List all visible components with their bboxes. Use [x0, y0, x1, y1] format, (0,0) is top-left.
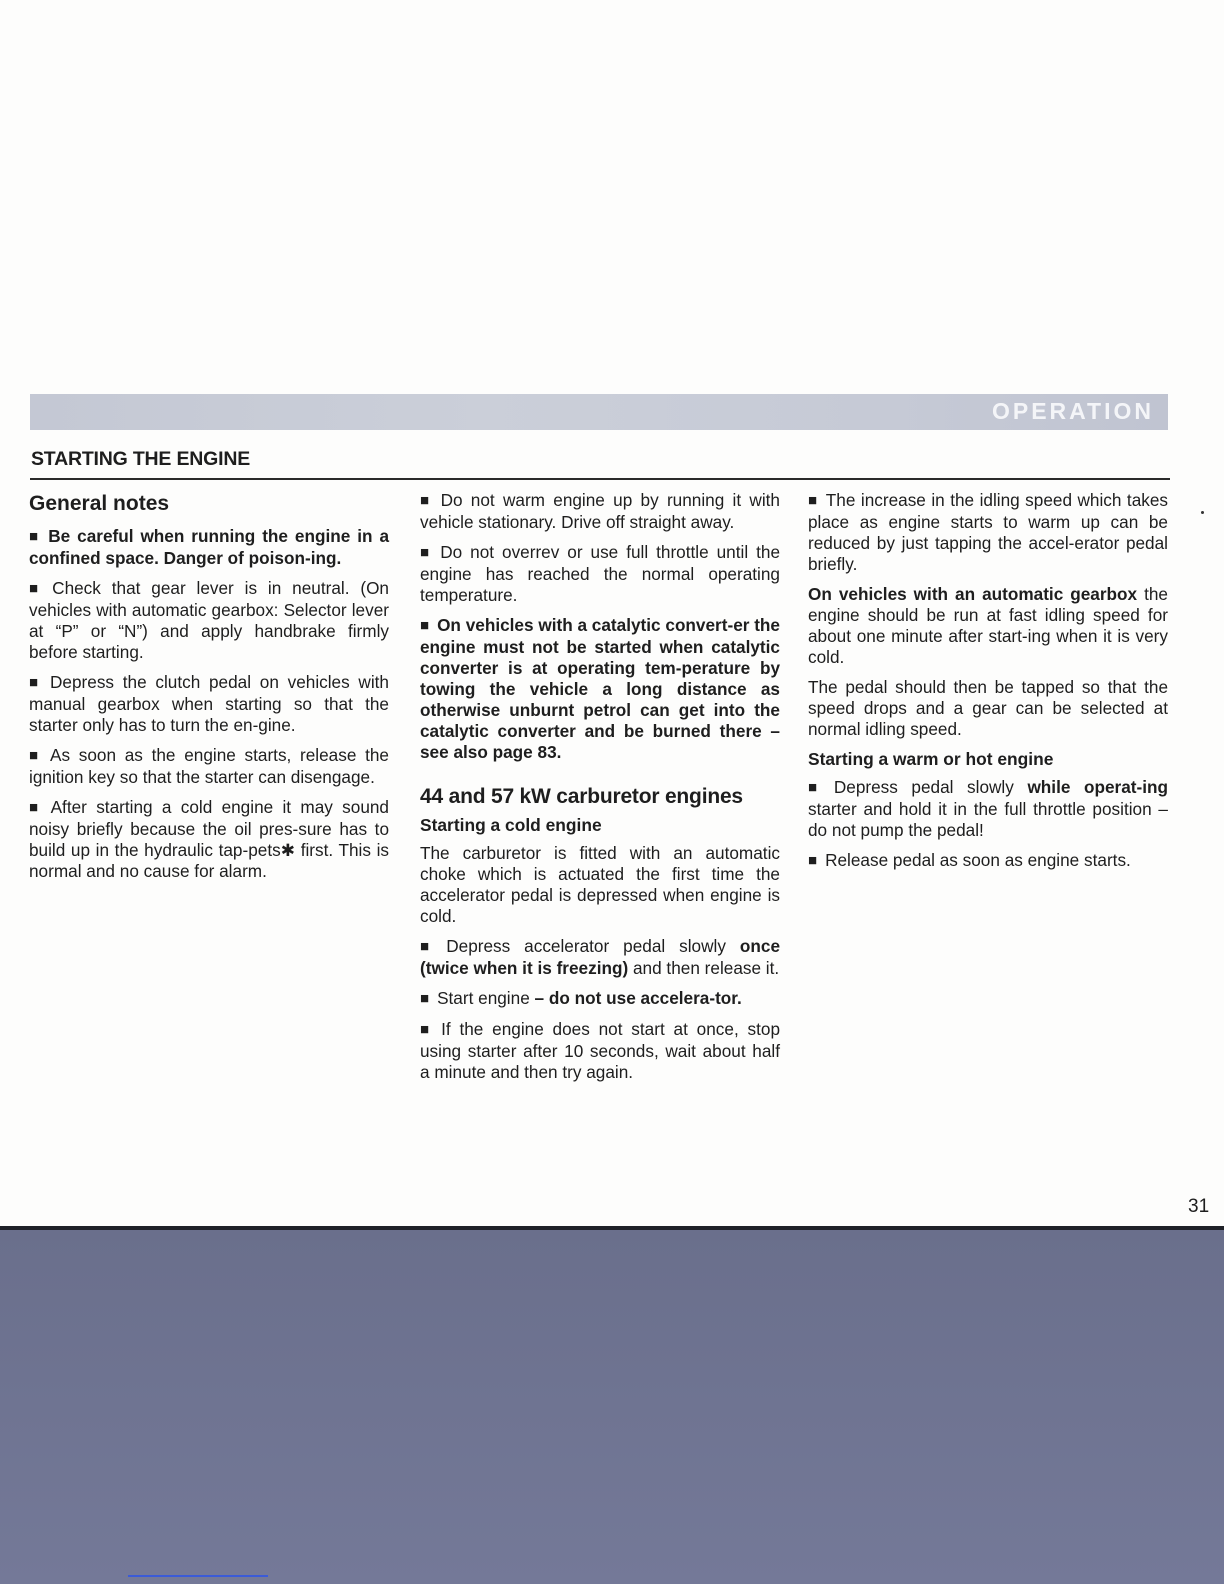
paragraph: On vehicles with an automatic gearbox the engine should be run at fast idling speed for about one minute after start-ing when it is very cold. [808, 584, 1168, 667]
title-rule [30, 478, 1170, 480]
square-bullet-icon: ■ [808, 492, 818, 509]
paragraph: The carburetor is fitted with an automatic choke which is actuated the first time the accelerator pedal is depressed when engine is cold. [420, 843, 780, 926]
square-bullet-icon: ■ [420, 492, 433, 509]
square-bullet-icon: ■ [808, 779, 826, 796]
subheading-warm-engine: Starting a warm or hot engine [808, 749, 1054, 769]
paragraph: The pedal should then be tapped so that the speed drops and a gear can be selected at normal idling speed. [808, 677, 1168, 739]
square-bullet-icon: ■ [420, 938, 439, 955]
paragraph: ■ If the engine does not start at once, stop using starter after 10 seconds, wait about half a minute and then try again. [420, 1019, 781, 1082]
column-1 [29, 490, 389, 891]
square-bullet-icon: ■ [29, 799, 43, 816]
square-bullet-icon: ■ [420, 1021, 434, 1038]
heading-general-notes: General notes [29, 492, 170, 515]
paragraph: ■ As soon as the engine starts, release the ignition key so that the starter can disengage. [29, 745, 389, 787]
underline-mark [128, 1575, 268, 1577]
page-number: 31 [1188, 1196, 1210, 1217]
paragraph: ■ Depress accelerator pedal slowly once (twice when it is freezing) and then release it. [420, 936, 781, 978]
column-3 [808, 490, 1168, 881]
paragraph: ■ After starting a cold engine it may sound noisy briefly because the oil pres-sure has to build up in the hydraulic tap-pets✱ first. This is normal and no cause for alarm. [29, 797, 389, 881]
background-surface [0, 1230, 1224, 1584]
section-title: STARTING THE ENGINE [31, 448, 251, 470]
square-bullet-icon: ■ [29, 674, 43, 691]
section-band [30, 394, 1168, 430]
square-bullet-icon: ■ [29, 747, 42, 764]
warning-paragraph: ■ Be careful when running the engine in a confined space. Danger of poison-ing. [29, 526, 390, 568]
paragraph: ■ Check that gear lever is in neutral. (On vehicles with automatic gearbox: Selector lever at “P” or “N”) and apply handbrake firmly before starting. [29, 578, 389, 662]
band-label: OPERATION [991, 398, 1154, 424]
square-bullet-icon: ■ [808, 852, 818, 869]
paragraph: ■ Depress the clutch pedal on vehicles with manual gearbox when starting so that the starter only has to turn the en-gine. [29, 672, 389, 735]
square-bullet-icon: ■ [420, 990, 430, 1007]
square-bullet-icon: ■ [29, 580, 45, 597]
catalytic-warning-paragraph: ■ On vehicles with a catalytic convert-er the engine must not be started when catalytic converter is at operating tem-perature by towing the vehicle a long distance as otherwise unburnt petrol can get into the catalytic converter and be burned there – see also page 83. [420, 615, 780, 762]
square-bullet-icon: ■ [420, 544, 433, 561]
column-2 [420, 490, 780, 1092]
subheading-cold-engine: Starting a cold engine [420, 815, 602, 835]
paragraph: ■ Start engine – do not use accelera-tor. [420, 988, 742, 1008]
paragraph: ■ Do not overrev or use full throttle until the engine has reached the normal operating temperature. [420, 542, 781, 605]
heading-carburetor-engines: 44 and 57 kW carburetor engines [420, 785, 743, 808]
square-bullet-icon: ■ [420, 617, 430, 634]
paragraph: ■ The increase in the idling speed which takes place as engine starts to warm up can be reduced by just tapping the accel-erator pedal briefly. [808, 490, 1169, 574]
paragraph: ■ Release pedal as soon as engine starts. [808, 850, 1131, 870]
square-bullet-icon: ■ [29, 528, 41, 545]
print-speck [1201, 511, 1204, 514]
paragraph: ■ Depress pedal slowly while operat-ing starter and hold it in the full throttle position – do not pump the pedal! [808, 777, 1169, 840]
paragraph: ■ Do not warm engine up by running it with vehicle stationary. Drive off straight away. [420, 490, 780, 532]
